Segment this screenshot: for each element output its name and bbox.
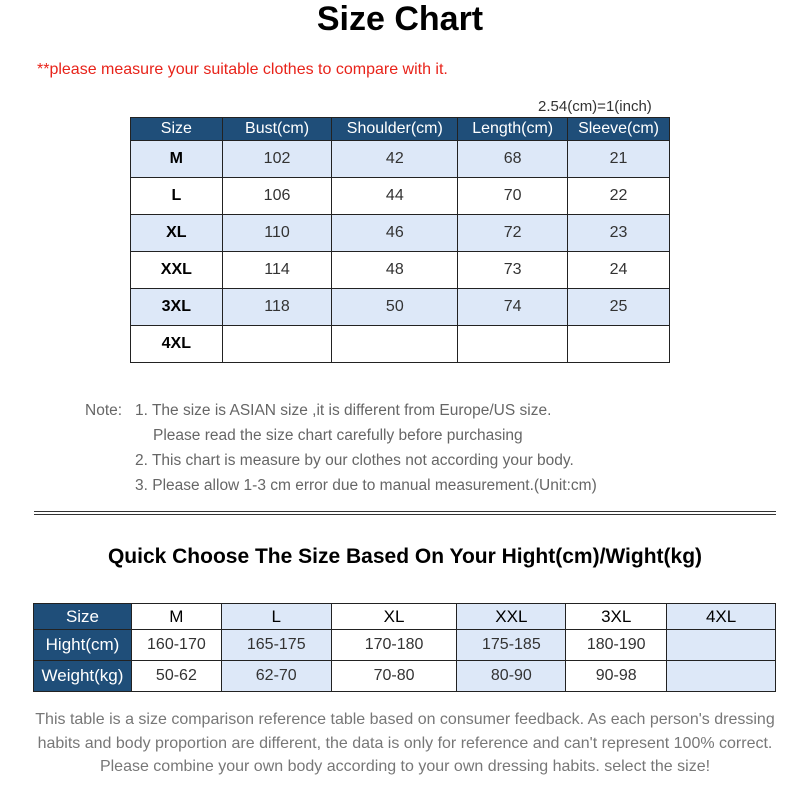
length-cell: 70 (458, 178, 568, 215)
sleeve-cell: 23 (568, 215, 670, 252)
shoulder-cell (332, 326, 458, 363)
note-line: 2. This chart is measure by our clothes not according your body. (135, 452, 574, 469)
header-3xl: 3XL (566, 604, 667, 630)
sleeve-cell: 21 (568, 141, 670, 178)
table-row (34, 661, 776, 692)
measure-warning: **please measure your suitable clothes to compare with it. (37, 61, 448, 78)
weight-cell (667, 661, 776, 692)
shoulder-cell: 46 (332, 215, 458, 252)
divider (34, 514, 776, 515)
height-cell: 175-185 (457, 630, 566, 661)
bust-cell: 106 (222, 178, 332, 215)
notes-block (85, 398, 597, 498)
header-sleeve: Sleeve(cm) (568, 118, 670, 141)
size-cell: XXL (131, 252, 223, 289)
header-size: Size (34, 604, 132, 630)
header-length: Length(cm) (458, 118, 568, 141)
length-cell: 72 (458, 215, 568, 252)
header-xl: XL (331, 604, 457, 630)
sleeve-cell: 24 (568, 252, 670, 289)
size-table-header (131, 118, 670, 141)
size-cell: XL (131, 215, 223, 252)
table-row (34, 630, 776, 661)
weight-cell: 70-80 (331, 661, 457, 692)
bust-cell: 102 (222, 141, 332, 178)
shoulder-cell: 42 (332, 141, 458, 178)
note-label: Note: (85, 402, 123, 419)
header-bust: Bust(cm) (222, 118, 332, 141)
length-cell: 73 (458, 252, 568, 289)
note-line: Please read the size chart carefully before purchasing (153, 427, 523, 444)
weight-cell: 80-90 (457, 661, 566, 692)
sleeve-cell (568, 326, 670, 363)
header-size: Size (131, 118, 223, 141)
sleeve-cell: 22 (568, 178, 670, 215)
shoulder-cell: 44 (332, 178, 458, 215)
note-line: 1. The size is ASIAN size ,it is different from Europe/US size. (135, 402, 552, 419)
shoulder-cell: 50 (332, 289, 458, 326)
bust-cell: 118 (222, 289, 332, 326)
quick-table-header (34, 604, 776, 630)
table-row (131, 141, 670, 178)
quick-choose-title: Quick Choose The Size Based On Your Hight(cm)/Wight(kg) (107, 545, 703, 568)
weight-cell: 90-98 (566, 661, 667, 692)
height-cell: 165-175 (221, 630, 331, 661)
size-cell: 3XL (131, 289, 223, 326)
bust-cell: 114 (222, 252, 332, 289)
divider (34, 511, 776, 512)
height-cell (667, 630, 776, 661)
height-cell: 180-190 (566, 630, 667, 661)
table-row (131, 289, 670, 326)
table-row (131, 252, 670, 289)
table-row (131, 178, 670, 215)
size-table (130, 117, 670, 363)
note-line: 3. Please allow 1-3 cm error due to manual measurement.(Unit:cm) (135, 477, 597, 494)
bust-cell: 110 (222, 215, 332, 252)
size-cell: M (131, 141, 223, 178)
unit-conversion: 2.54(cm)=1(inch) (538, 98, 652, 115)
height-cell: 160-170 (131, 630, 221, 661)
page-title: Size Chart (316, 0, 484, 38)
header-m: M (131, 604, 221, 630)
header-4xl: 4XL (667, 604, 776, 630)
sleeve-cell: 25 (568, 289, 670, 326)
weight-cell: 50-62 (131, 661, 221, 692)
row-label-weight: Weight(kg) (34, 661, 132, 692)
length-cell: 74 (458, 289, 568, 326)
height-cell: 170-180 (331, 630, 457, 661)
size-cell: 4XL (131, 326, 223, 363)
table-row (131, 326, 670, 363)
weight-cell: 62-70 (221, 661, 331, 692)
length-cell (458, 326, 568, 363)
size-cell: L (131, 178, 223, 215)
shoulder-cell: 48 (332, 252, 458, 289)
table-row (131, 215, 670, 252)
header-l: L (221, 604, 331, 630)
bust-cell (222, 326, 332, 363)
header-xxl: XXL (457, 604, 566, 630)
quick-size-table (33, 603, 776, 692)
footer-disclaimer: This table is a size comparison reference table based on consumer feedback. As each person's dressing habits and body proportion are different, the data is only for reference and can't represent 100% correct. Please combine your own body according to your own dressing habits. select the size! (35, 711, 775, 775)
length-cell: 68 (458, 141, 568, 178)
row-label-height: Hight(cm) (34, 630, 132, 661)
header-shoulder: Shoulder(cm) (332, 118, 458, 141)
